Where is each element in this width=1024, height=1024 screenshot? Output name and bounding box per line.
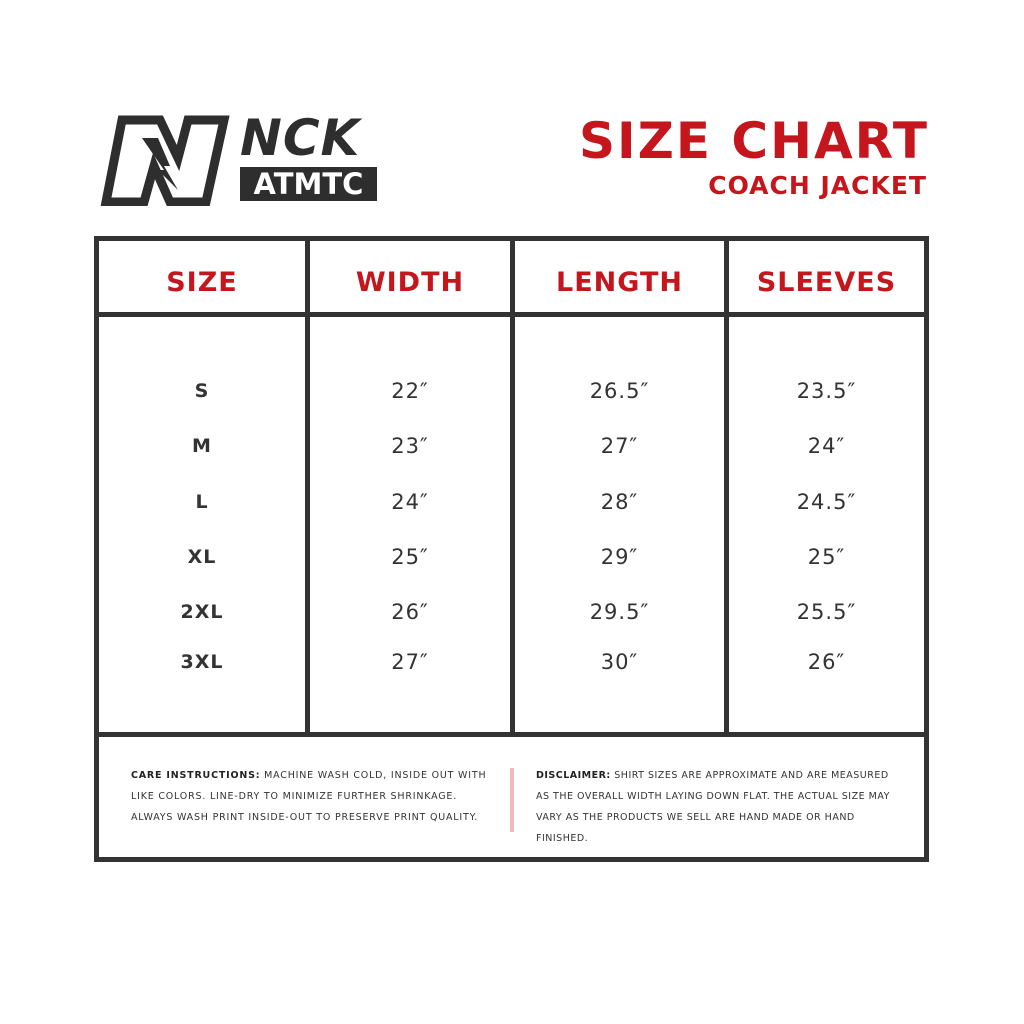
width-cell: 23″ [391,434,429,458]
table-row [99,376,924,406]
size-table [94,236,929,862]
length-cell: 29.5″ [589,600,650,624]
length-cell: 28″ [600,490,639,514]
logo-text-bottom: ATMTC [240,167,377,201]
header-width: WIDTH [355,267,465,298]
sleeves-cell: 26″ [807,650,846,674]
size-cell: 2XL [180,601,224,623]
header-divider [99,312,924,317]
care-text: MACHINE WASH COLD, INSIDE OUT WITH LIKE COLORS. LINE-DRY TO MINIMIZE FURTHER SHRINKAGE. ALWAYS WASH PRINT INSIDE-OUT TO PRESERVE PRINT QUALITY. [131,770,487,823]
table-row [99,487,924,517]
brand-logo [98,109,388,206]
n-lightning-logo-icon [98,114,233,206]
sleeves-cell: 25.5″ [796,600,857,624]
size-cell: L [195,491,209,513]
width-cell: 27″ [391,650,429,674]
sleeves-cell: 24″ [807,434,846,458]
table-row [99,431,924,461]
logo-text-top: NCK [240,109,361,167]
sleeves-cell: 23.5″ [796,379,857,403]
size-cell: 3XL [180,651,224,673]
width-cell: 26″ [391,600,429,624]
table-row [99,597,924,627]
width-cell: 25″ [391,545,429,569]
header-length: LENGTH [556,267,683,298]
header-sleeves: SLEEVES [756,267,897,298]
page-title: SIZE CHART [578,112,929,170]
notes-separator [510,768,514,832]
length-cell: 27″ [600,434,639,458]
table-row [99,647,924,677]
sleeves-cell: 24.5″ [796,490,857,514]
disclaimer-label: DISCLAIMER: [536,770,611,781]
disclaimer [536,765,896,849]
care-instructions [131,765,496,828]
disclaimer-text: SHIRT SIZES ARE APPROXIMATE AND ARE MEASURED AS THE OVERALL WIDTH LAYING DOWN FLAT. THE ACTUAL SIZE MAY VARY AS THE PRODUCTS WE SELL ARE HAND MADE OR HAND FINISHED. [536,770,890,844]
sleeves-cell: 25″ [807,545,846,569]
width-cell: 22″ [391,379,429,403]
size-cell: S [194,380,210,402]
length-cell: 30″ [600,650,639,674]
care-label: CARE INSTRUCTIONS: [131,770,261,781]
notes-divider [99,732,924,737]
size-cell: M [192,435,212,457]
length-cell: 29″ [600,545,639,569]
header-size: SIZE [166,267,238,298]
table-row [99,542,924,572]
page-subtitle: COACH JACKET [708,171,927,200]
size-cell: XL [187,546,217,568]
width-cell: 24″ [391,490,429,514]
length-cell: 26.5″ [589,379,650,403]
